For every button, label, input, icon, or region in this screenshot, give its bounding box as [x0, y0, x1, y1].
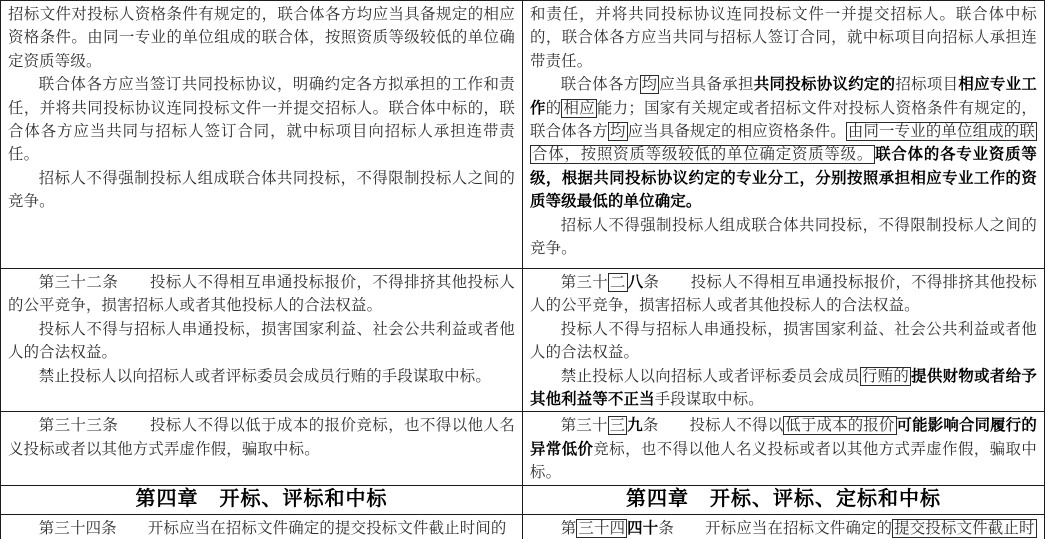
text-segment: 招标项目: [895, 76, 959, 94]
text-segment: 联合体各方应当签订共同投标协议，明确约定各方拟承担的工作和责任，并将共同投标协议连同投标文件一并提交招标人。联合体中标的，联合体各方应当共同与招标人签订合同，就中标项目向招标人承担连带责任。: [8, 76, 515, 164]
paragraph: [8, 517, 515, 539]
text-segment: 条 投标人不得相互串通投标报价，不得排挤其他投标人的公平竞争，损害招标人或者其他投标人的合法权益。: [530, 274, 1037, 315]
added-text: 共同投标协议约定的: [753, 76, 896, 94]
text-segment: 第三十四条 开标应当在招标文件确定的提交投标文件截止时间的: [38, 519, 507, 537]
text-segment: 招标文件对投标人资格条件有规定的，联合体各方均应当具备规定的相应资格条件。由同一专业的单位组成的联合体，按照资质等级较低的单位确定资质等级。: [8, 6, 515, 70]
paragraph: [530, 365, 1037, 412]
text-segment: 应当具备承担: [659, 76, 754, 94]
comparison-table-body: [1, 1, 1045, 539]
added-text: 八: [627, 274, 644, 291]
table-row: [1, 412, 1045, 485]
cell-revised-text: [523, 412, 1045, 485]
chapter-heading-text: 第四章 开标、评标和中标: [135, 487, 388, 510]
text-segment: 条 开标应当在招标文件确定的: [658, 519, 893, 537]
cell-original-text: [1, 1, 523, 269]
paragraph: [530, 414, 1037, 484]
cell-revised-text: [523, 514, 1045, 539]
deleted-text-box: 三十四: [578, 519, 626, 537]
text-segment: 竞标，也不得以他人名义投标或者以其他方式弄虚作假，骗取中标。: [530, 440, 1037, 482]
paragraph: [530, 487, 1037, 513]
paragraph: [8, 487, 515, 513]
cell-revised-text: [523, 485, 1045, 514]
cell-original-text: [1, 412, 523, 485]
table-row: [1, 269, 1045, 412]
text-segment: 联合体各方: [560, 76, 640, 94]
added-text: 提供财物或者给予其他利益等不正当: [530, 367, 1037, 409]
cell-original-text: [1, 485, 523, 514]
cell-original-text: [1, 514, 523, 539]
paragraph: [8, 73, 515, 167]
deleted-text-box: 均: [609, 123, 626, 141]
chapter-heading-text: 第四章 开标、评标、定标和中标: [626, 487, 941, 510]
table-row: [1, 1, 1045, 269]
deleted-text-box: 三: [609, 417, 626, 435]
text-segment: 和责任，并将共同投标协议连同投标文件一并提交招标人。联合体中标的，联合体各方应当共同与招标人签订合同，就中标项目向招标人承担连带责任。: [530, 6, 1037, 70]
text-segment: 禁止投标人以向招标人或者评标委员会成员: [560, 367, 860, 385]
text-segment: 投标人不得与招标人串通投标，损害国家利益、社会公共利益或者他人的合法权益。: [530, 320, 1037, 362]
text-segment: 第: [560, 519, 577, 537]
cell-revised-text: [523, 1, 1045, 269]
cell-original-text: [1, 269, 523, 412]
paragraph: [530, 214, 1037, 261]
added-text: 可能影响合同履行的异常低价: [530, 417, 1037, 458]
text-segment: 第三十: [560, 417, 608, 435]
paragraph: [530, 3, 1037, 73]
paragraph: [530, 517, 1037, 539]
paragraph: [8, 365, 515, 388]
paragraph: [8, 3, 515, 73]
text-segment: 投标人不得与招标人串通投标，损害国家利益、社会公共利益或者他人的合法权益。: [8, 320, 515, 362]
text-segment: 第三十: [560, 274, 609, 291]
text-segment: 第三十三条 投标人不得以低于成本的报价竞标，也不得以他人名义投标或者以其他方式弄虚作假，骗取中标。: [8, 417, 515, 458]
text-segment: 招标人不得强制投标人组成联合体共同投标，不得限制投标人之间的竞争。: [8, 169, 515, 211]
deleted-text-box: 相应: [563, 99, 595, 117]
chapter-heading-row: [1, 485, 1045, 514]
added-text: 相应专业工作: [530, 76, 1037, 117]
text-segment: 禁止投标人以向招标人或者评标委员会成员行贿的手段谋取中标。: [38, 367, 491, 385]
paragraph: [530, 318, 1037, 365]
text-segment: 手段谋取中标。: [654, 391, 764, 409]
text-segment: 能力；国家有关规定或者招标文件对投标人资格条件有规定的，联合体各方: [530, 99, 1038, 141]
deleted-text-box: 提交投标文件截止时: [894, 519, 1035, 537]
deleted-text-box: 均: [641, 76, 658, 94]
text-segment: 应当具备规定的相应资格条件。: [627, 123, 846, 141]
text-segment: 招标人不得强制投标人组成联合体共同投标，不得限制投标人之间的竞争。: [530, 216, 1037, 258]
table-row: [1, 514, 1045, 539]
cell-revised-text: [523, 269, 1045, 412]
text-segment: 的: [545, 99, 562, 117]
added-text: 九: [627, 417, 643, 435]
deleted-text-box: 二: [610, 274, 626, 291]
deleted-text-box: 低于成本的报价: [785, 417, 895, 435]
paragraph: [530, 73, 1037, 213]
paragraph: [8, 167, 515, 214]
paragraph: [530, 271, 1037, 318]
paragraph: [8, 318, 515, 365]
added-text: 联合体的各专业资质等级，根据共同投标协议约定的专业分工，分别按照承担相应专业工作的资质等级最低的单位确定。: [530, 146, 1037, 211]
paragraph: [8, 271, 515, 318]
deleted-text-box: 行贿的: [861, 367, 910, 385]
added-text: 四十: [627, 519, 659, 537]
text-segment: 第三十二条 投标人不得相互串通投标报价，不得排挤其他投标人的公平竞争，损害招标人或者其他投标人的合法权益。: [8, 274, 515, 315]
paragraph: [8, 414, 515, 461]
text-segment: 条 投标人不得以: [642, 417, 784, 435]
deleted-text-box: 由同一专业的单位组成的联合体，按照资质等级较低的单位确定资质等级。: [532, 123, 1035, 164]
